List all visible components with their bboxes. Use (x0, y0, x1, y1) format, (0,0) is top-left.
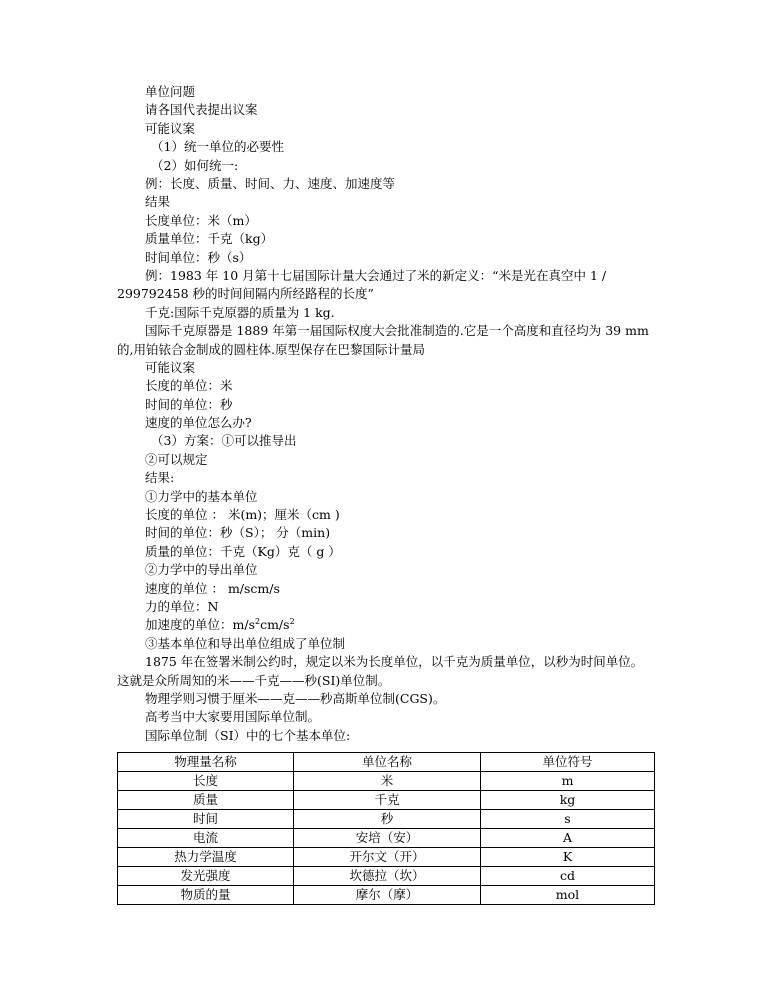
table-header-cell: 单位符号 (481, 753, 655, 772)
paragraph-meter-definition: 例：1983 年 10 月第十七届国际计量大会通过了米的新定义：“米是光在真空中 1 / 299792458 秒的时间间隔内所经路程的长度” (117, 267, 607, 302)
table-cell: 发光强度 (118, 867, 294, 886)
text-line: 例：长度、质量、时间、力、速度、加速度等 (145, 175, 396, 191)
table-cell: 摩尔（摩） (294, 886, 481, 905)
table-cell: mol (481, 886, 655, 905)
table-cell: 千克 (294, 791, 481, 810)
text-line: 结果 (145, 194, 171, 210)
table-cell: 开尔文（开） (294, 848, 481, 867)
text-line: 时间的单位：秒（S）； 分（min) (145, 525, 331, 541)
text-line: ③基本单位和导出单位组成了单位制 (145, 635, 346, 651)
table-cell: 时间 (118, 810, 294, 829)
table-cell: 秒 (294, 810, 481, 829)
text-line: 长度单位：米（m） (145, 212, 257, 228)
table-cell: A (481, 829, 655, 848)
text-line: 时间单位：秒（s） (145, 249, 252, 265)
table-cell: s (481, 810, 655, 829)
acceleration-unit-line: 加速度的单位：$m/s^2cm/s^2$ (145, 617, 295, 633)
text-line: ②力学中的导出单位 (145, 562, 258, 578)
table-row (118, 772, 655, 791)
paragraph-metric-convention: 1875 年在签署米制公约时，规定以米为长度单位，以千克为质量单位，以秒为时间单位。这就是众所周知的米——千克——秒(SI)单位制。 (117, 654, 644, 688)
table-cell: 安培（安） (294, 829, 481, 848)
text-line: 力的单位：N (145, 599, 219, 614)
table-header-cell: 单位名称 (294, 753, 481, 772)
paragraph-kilogram-prototype: 国际千克原器是 1889 年第一届国际权度大会批准制造的.它是一个高度和直径均为 39 mm 的,用铂铱合金制成的圆柱体.原型保存在巴黎国际计量局 (117, 323, 649, 357)
table-row (118, 867, 655, 886)
text-line: 物理学则习惯于厘米——克——秒高斯单位制(CGS)。 (145, 690, 446, 706)
table-cell: m (481, 772, 655, 791)
table-header-row (118, 753, 655, 772)
table-row (118, 829, 655, 848)
text-line: （1）统一单位的必要性 (151, 139, 284, 155)
table-row (118, 848, 655, 867)
text-line: 千克:国际千克原器的质量为 1 kg. (145, 304, 335, 320)
table-cell: kg (481, 791, 655, 810)
text-line: 国际单位制（SI）中的七个基本单位: (145, 727, 351, 743)
text-line: 请各国代表提出议案 (145, 102, 258, 118)
table-cell: cd (481, 867, 655, 886)
text-line: 速度的单位怎么办? (145, 415, 252, 431)
table-cell: K (481, 848, 655, 867)
table-cell: 坎德拉（坎） (294, 867, 481, 886)
table-row (118, 810, 655, 829)
text-line: 可能议案 (145, 359, 196, 375)
table-cell: 电流 (118, 829, 294, 848)
table-cell: 质量 (118, 791, 294, 810)
text-line: 速度的单位 ： m/scm/s (145, 580, 280, 596)
table-cell: 热力学温度 (118, 848, 294, 867)
text-line: 质量的单位：千克（Kg）克（ g ） (145, 543, 341, 559)
text-line: ①力学中的基本单位 (145, 488, 258, 504)
text-line: 长度的单位：米 (145, 378, 233, 394)
table-header-cell: 物理量名称 (118, 753, 294, 772)
table-cell: 物质的量 (118, 886, 294, 905)
text-line: 质量单位：千克（kg） (145, 231, 274, 247)
table-row (118, 886, 655, 905)
text-line: 时间的单位：秒 (145, 396, 233, 412)
text-line: ②可以规定 (145, 451, 208, 467)
text-line: 单位问题 (145, 84, 196, 99)
text-line: 结果: (145, 470, 175, 486)
text-line: 长度的单位 ： 米(m)；厘米（cm ) (145, 507, 340, 523)
text-line: （2）如何统一: (151, 157, 239, 173)
text-line: 可能议案 (145, 120, 196, 136)
text-line: 高考当中大家要用国际单位制。 (145, 709, 321, 725)
table-cell: 长度 (118, 772, 294, 791)
si-base-units-table (117, 752, 655, 905)
table-cell: 米 (294, 772, 481, 791)
document-body (117, 83, 655, 745)
table-row (118, 791, 655, 810)
text-line: （3）方案：①可以推导出 (151, 433, 297, 449)
